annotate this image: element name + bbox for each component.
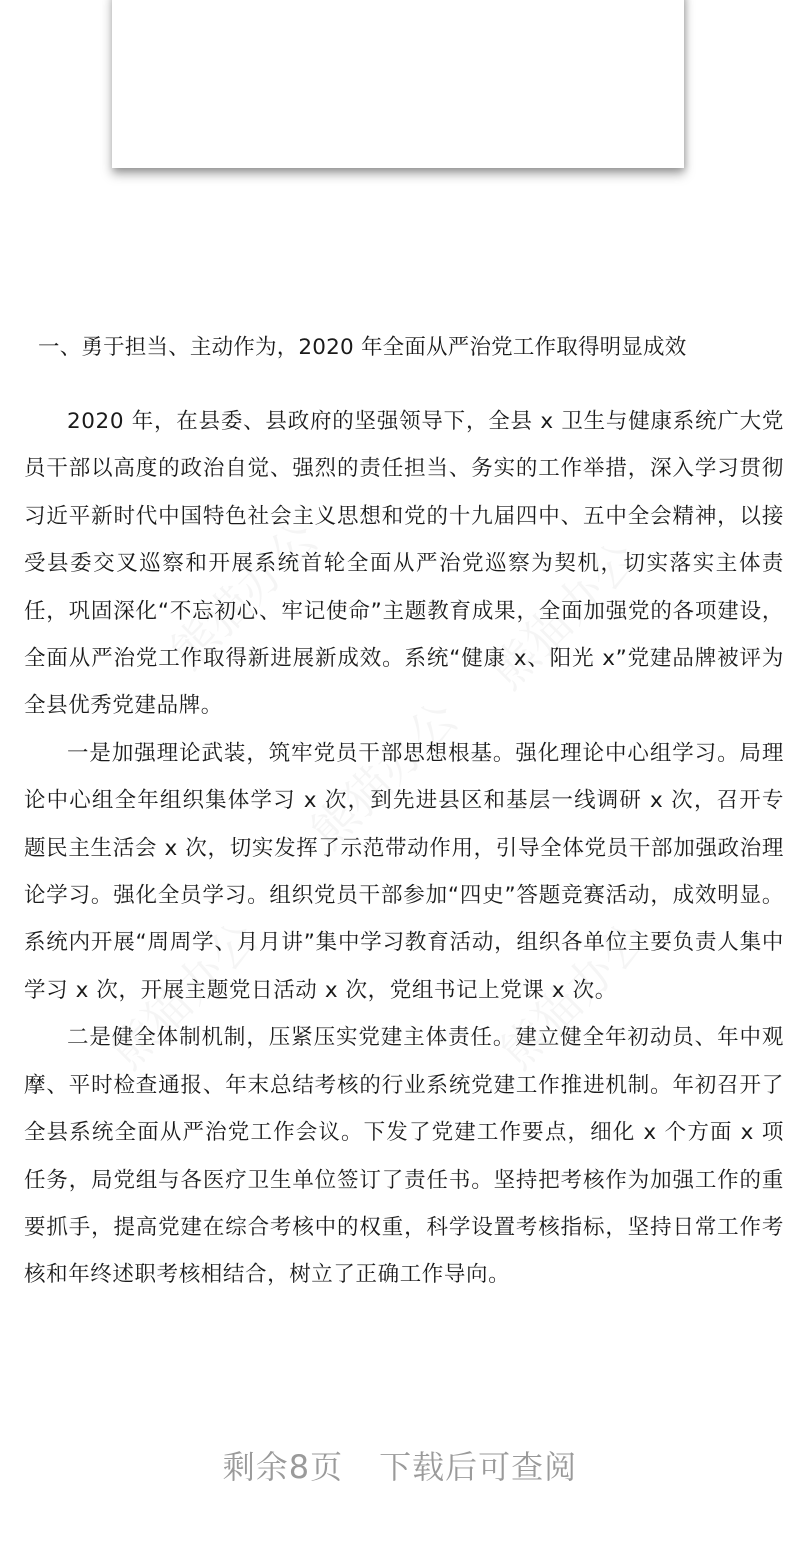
download-prompt[interactable]	[0, 1442, 800, 1492]
document-body	[24, 398, 784, 1299]
paragraph-theory: 一是加强理论武装，筑牢党员干部思想根基。强化理论中心组学习。局理论中心组全年组织集体学习 x 次，到先进县区和基层一线调研 x 次，召开专题民主生活会 x 次，切实发挥了示范带动作用，引导全体党员干部加强政治理论学习。强化全员学习。组织党员干部参加“四史”答题竞赛活动，成效明显。系统内开展“周周学、月月讲”集中学习教育活动，组织各单位主要负责人集中学习 x 次，开展主题党日活动 x 次，党组书记上党课 x 次。	[24, 740, 784, 1003]
paragraph-mechanism: 二是健全体制机制，压紧压实党建主体责任。建立健全年初动员、年中观摩、平时检查通报、年末总结考核的行业系统党建工作推进机制。年初召开了全县系统全面从严治党工作会议。下发了党建工作要点，细化 x 个方面 x 项任务，局党组与各医疗卫生单位签订了责任书。坚持把考核作为加强工作的重要抓手，提高党建在综合考核中的权重，科学设置考核指标，坚持日常工作考核和年终述职考核相结合，树立了正确工作导向。	[24, 1025, 784, 1288]
download-to-view-label: 下载后可查阅	[379, 1448, 578, 1486]
section-heading: 一、勇于担当、主动作为，2020 年全面从严治党工作取得明显成效	[38, 335, 687, 360]
document-page-preview	[112, 0, 684, 168]
paragraph-intro: 2020 年，在县委、县政府的坚强领导下，全县 x 卫生与健康系统广大党员干部以高度的政治自觉、强烈的责任担当、务实的工作举措，深入学习贯彻习近平新时代中国特色社会主义思想和党的十九届四中、五中全会精神，以接受县委交叉巡察和开展系统首轮全面从严治党巡察为契机，切实落实主体责任，巩固深化“不忘初心、牢记使命”主题教育成果，全面加强党的各项建设，全面从严治党工作取得新进展新成效。系统“健康 x、阳光 x”党建品牌被评为全县优秀党建品牌。	[24, 409, 784, 719]
remaining-pages-label: 剩余8页	[222, 1448, 344, 1486]
